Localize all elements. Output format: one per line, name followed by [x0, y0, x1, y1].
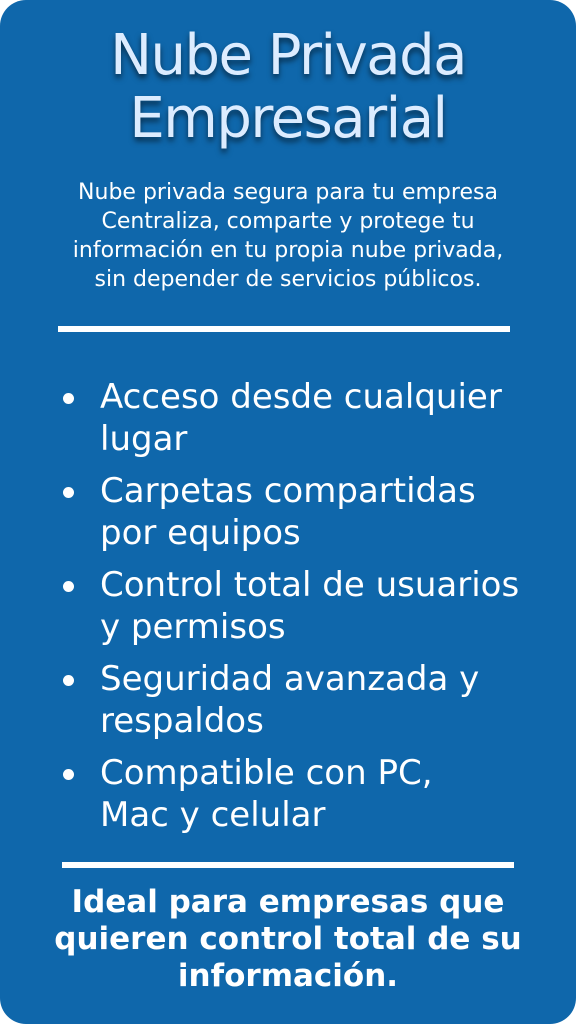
subtitle-line: Nube privada segura para tu empresa [78, 180, 498, 205]
subtitle [20, 178, 556, 294]
closing-statement [10, 884, 566, 995]
feature-list [100, 376, 550, 846]
subtitle-line: información en tu propia nube privada, [72, 238, 504, 263]
feature-item-compatibility [100, 752, 550, 836]
feature-text: Control total de usuarios [100, 565, 520, 605]
bullet-icon [63, 675, 74, 686]
bullet-icon [63, 769, 74, 780]
feature-text: Carpetas compartidas [100, 471, 476, 511]
title-line-1: Nube Privada [110, 23, 466, 88]
feature-text: respaldos [100, 701, 264, 741]
feature-item-security [100, 658, 550, 742]
subtitle-line: sin depender de servicios públicos. [94, 267, 482, 292]
feature-item-user-control [100, 564, 550, 648]
feature-text: y permisos [100, 607, 286, 647]
closing-line: quieren control total de su [54, 921, 522, 957]
feature-text: Mac y celular [100, 795, 326, 835]
bullet-icon [63, 487, 74, 498]
page-title [0, 24, 576, 150]
bottom-divider [62, 862, 514, 868]
feature-item-shared-folders [100, 470, 550, 554]
feature-text: lugar [100, 419, 188, 459]
feature-text: por equipos [100, 513, 301, 553]
subtitle-line: Centraliza, comparte y protege tu [101, 209, 475, 234]
closing-line: Ideal para empresas que [71, 884, 505, 920]
bullet-icon [63, 581, 74, 592]
top-divider [58, 326, 510, 332]
closing-line: información. [177, 958, 399, 994]
feature-text: Seguridad avanzada y [100, 659, 480, 699]
title-line-2: Empresarial [129, 86, 447, 151]
bullet-icon [63, 393, 74, 404]
feature-text: Compatible con PC, [100, 753, 433, 793]
feature-text: Acceso desde cualquier [100, 377, 502, 417]
feature-item-access [100, 376, 550, 460]
